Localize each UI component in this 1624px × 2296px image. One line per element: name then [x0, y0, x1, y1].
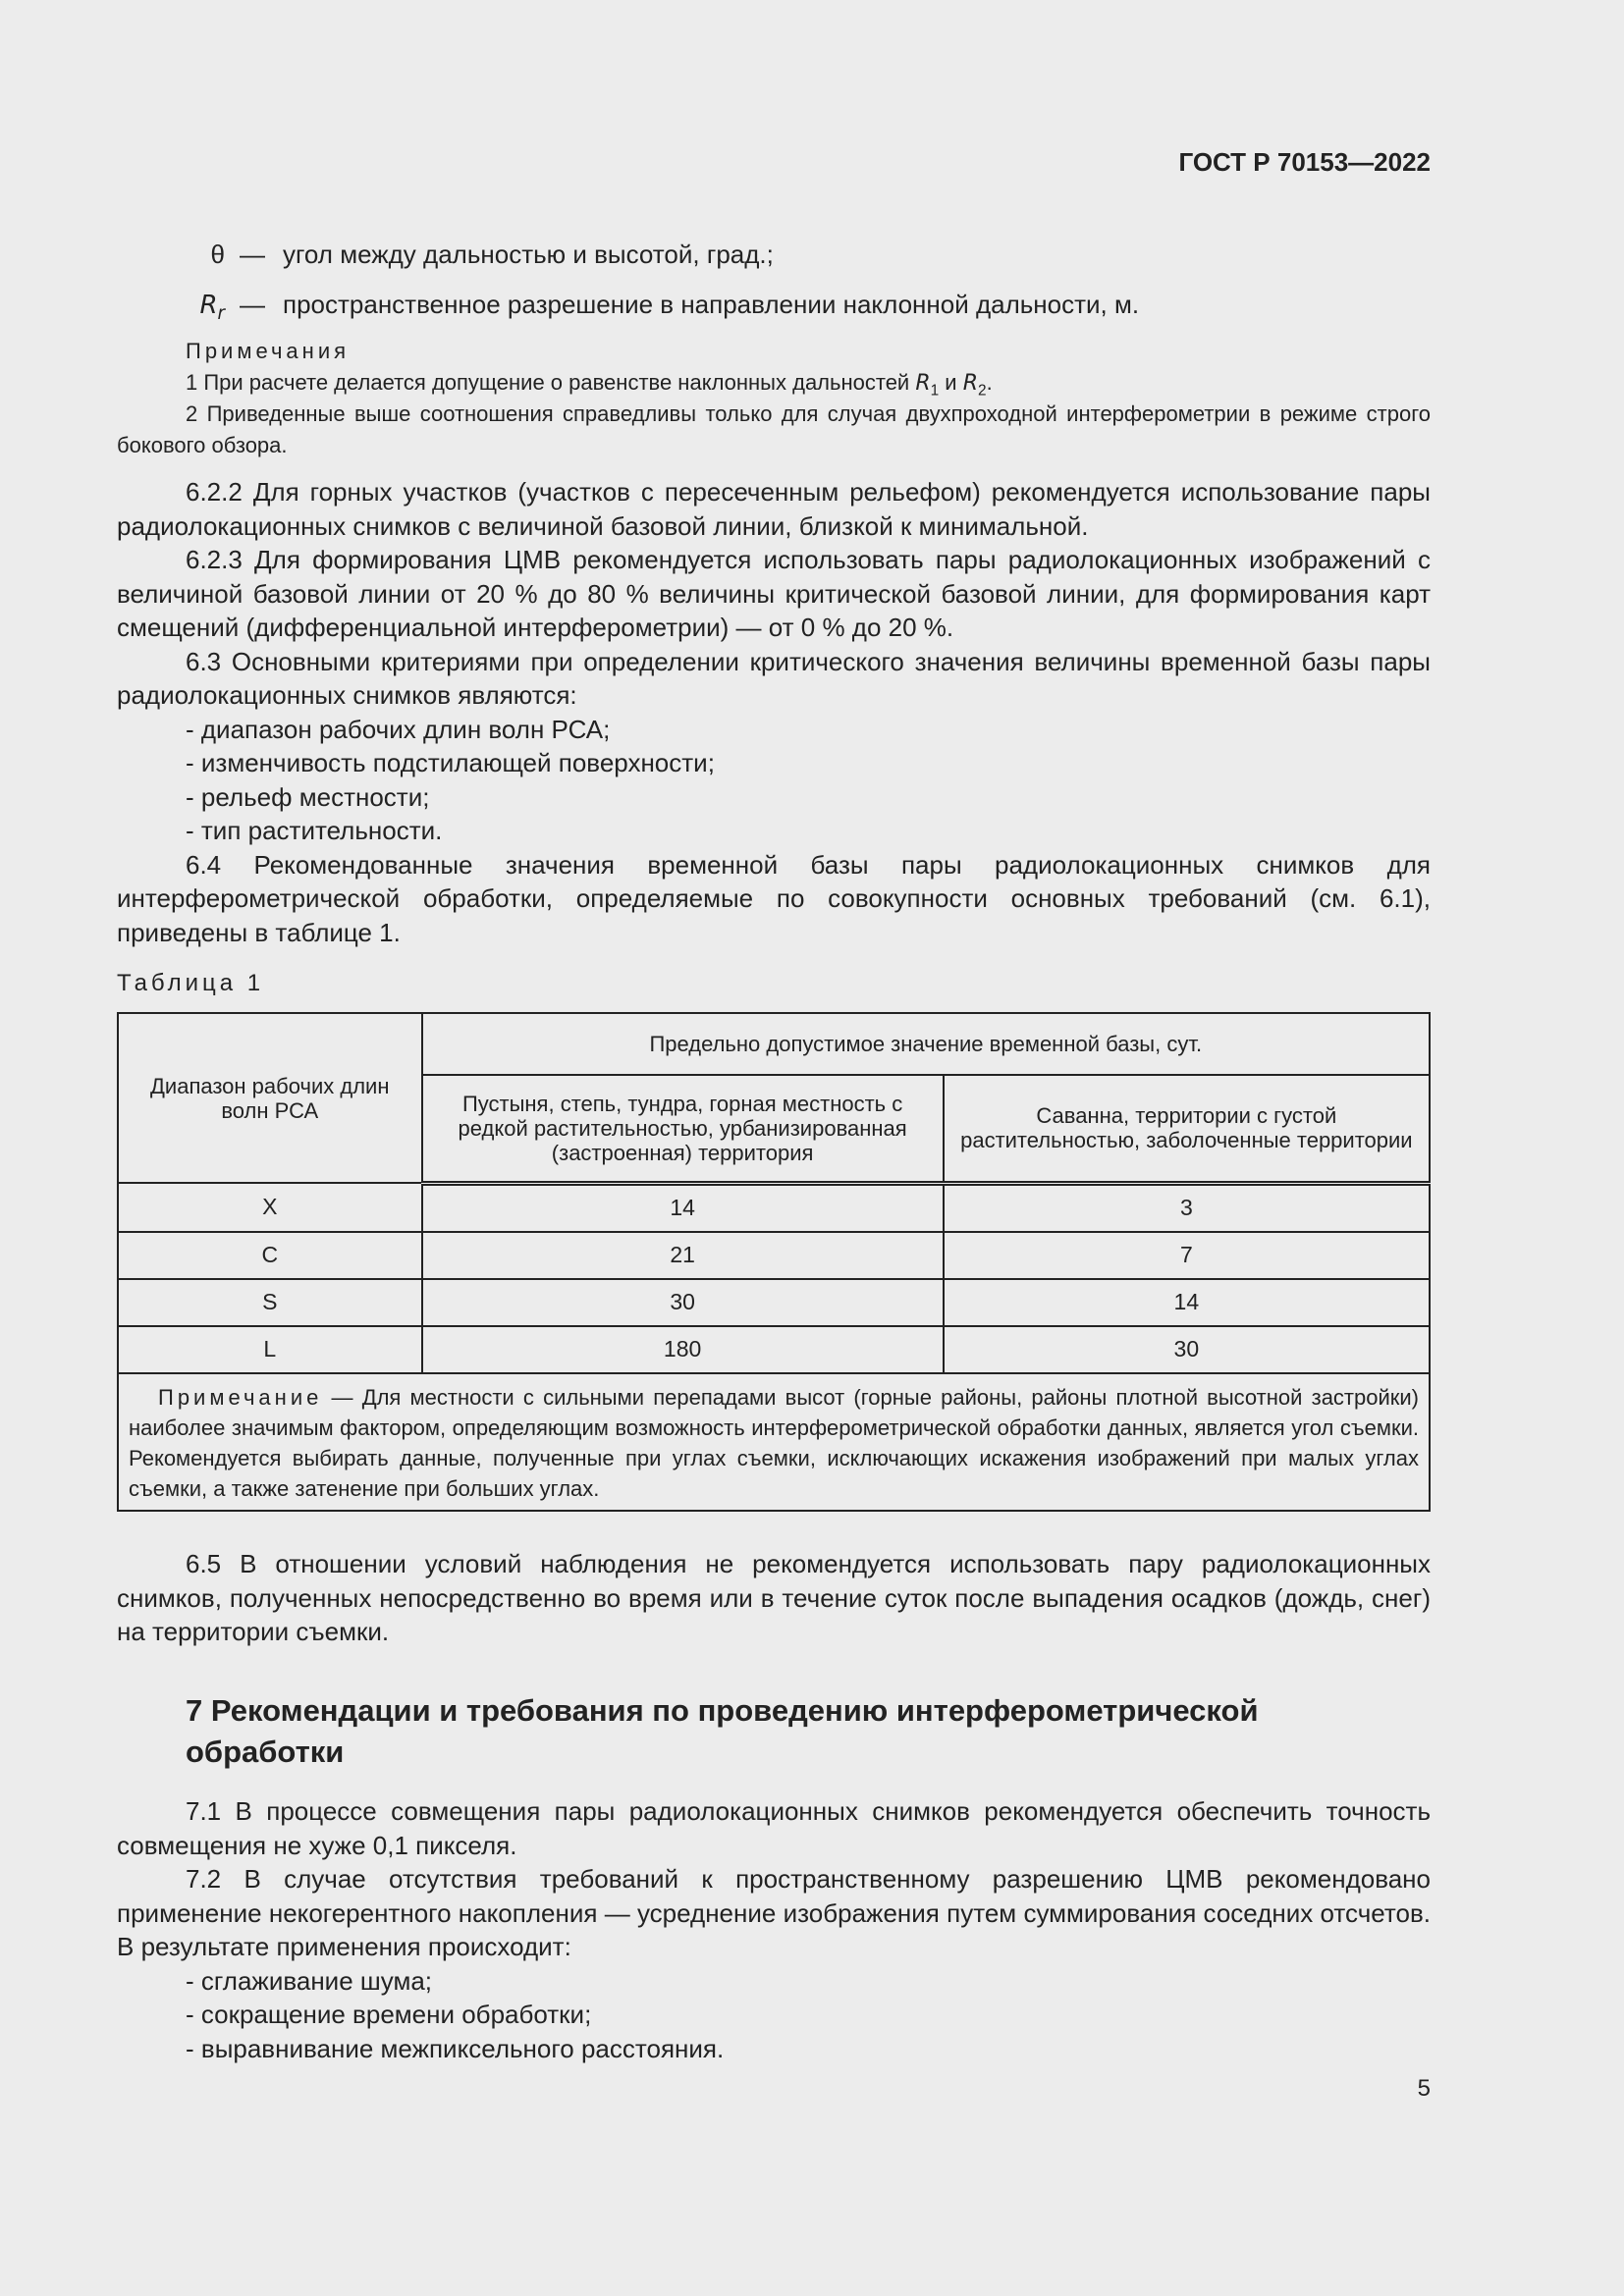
- notes-heading: Примечания: [186, 339, 351, 363]
- list-item: - тип растительности.: [186, 816, 443, 845]
- list-item: - рельеф местности;: [186, 781, 430, 812]
- note-1: 1 При расчете делается допущение о равенстве наклонных дальностей $R_1$ и $R_2$.: [186, 370, 993, 400]
- definition-text: пространственное разрешение в направлении наклонной дальности, м.: [283, 290, 1140, 319]
- col-header-dense: Саванна, территории с густой растительностью, заболоченные территории: [944, 1075, 1430, 1183]
- paragraph-7-2: 7.2 В случае отсутствия требований к пространственному разрешению ЦМВ рекомендовано применение некогерентного накопления — усреднение изображения путем суммирования соседних отсчетов. В результате применения происходит:: [117, 1864, 1431, 1961]
- body-block-2: [117, 1547, 1431, 1649]
- table-caption: Таблица 1: [117, 970, 265, 996]
- section-7-heading: 7 Рекомендации и требования по проведению интерферометрической обработки: [186, 1693, 1259, 1769]
- table-row: L 180 30: [118, 1326, 1430, 1373]
- paragraph-6-4: 6.4 Рекомендованные значения временной базы пары радиолокационных снимков для интерферометрической обработки, определяемые по совокупности основных требований (см. 6.1), приведены в таблице 1.: [117, 849, 1431, 947]
- col-header-band: Диапазон рабочих длин волн РСА: [118, 1013, 422, 1183]
- list-item: - диапазон рабочих длин волн РСА;: [186, 714, 611, 744]
- paragraph-6-2-3: 6.2.3 Для формирования ЦМВ рекомендуется использовать пары радиолокационных изображений с величиной базовой линии от 20 % до 80 % величины критической базовой линии, для формирования карт смещений (дифференциальной интерферометрии) — от 0 % до 20 %.: [117, 545, 1431, 642]
- symbol-theta: θ: [210, 240, 225, 269]
- table-row: S 30 14: [118, 1279, 1430, 1326]
- definition-text: угол между дальностью и высотой, град.;: [283, 240, 774, 269]
- table-row: C 21 7: [118, 1232, 1430, 1279]
- table-note: Примечание — Для местности с сильными перепадами высот (горные районы, районы плотной высотной застройки) наиболее значимым фактором, определяющим возможность интерферометрической обработки данных, является угол съемки. Рекомендуется выбирать данные, полученные при углах съемки, исключающих искажения изображений при малых углах съемки, а также затенение при больших углах.: [118, 1373, 1430, 1511]
- body-block-3: [117, 1794, 1431, 2065]
- table-row: X 14 3: [118, 1183, 1430, 1232]
- list-item: - изменчивость подстилающей поверхности;: [186, 748, 715, 777]
- paragraph-6-5: 6.5 В отношении условий наблюдения не рекомендуется использовать пару радиолокационных снимков, полученных непосредственно во время или в течение суток после выпадения осадков (дождь, снег) на территории съемки.: [117, 1549, 1431, 1646]
- note-2: 2 Приведенные выше соотношения справедливы только для случая двухпроходной интерферометрии в режиме строго бокового обзора.: [117, 401, 1431, 457]
- symbol-rr: $R_r$: [199, 291, 225, 325]
- body-block-1: [117, 475, 1431, 949]
- page-number: 5: [1417, 2075, 1431, 2102]
- list-item: - сокращение времени обработки;: [186, 2000, 592, 2029]
- list-item: - выравнивание межпиксельного расстояния.: [186, 2033, 725, 2063]
- table-1: [117, 1012, 1431, 1512]
- group-header: Предельно допустимое значение временной базы, сут.: [422, 1013, 1430, 1075]
- paragraph-7-1: 7.1 В процессе совмещения пары радиолокационных снимков рекомендуется обеспечить точность совмещения не хуже 0,1 пикселя.: [117, 1796, 1431, 1860]
- list-item: - сглаживание шума;: [186, 1965, 433, 1996]
- paragraph-6-3: 6.3 Основными критериями при определении критического значения величины временной базы пары радиолокационных снимков являются:: [117, 646, 1431, 710]
- col-header-open: Пустыня, степь, тундра, горная местность с редкой растительностью, урбанизированная (застроенная) территория: [422, 1075, 944, 1183]
- paragraph-6-2-2: 6.2.2 Для горных участков (участков с пересеченным рельефом) рекомендуется использование пары радиолокационных снимков с величиной базовой линии, близкой к минимальной.: [117, 477, 1431, 541]
- doc-header: ГОСТ Р 70153—2022: [1178, 147, 1431, 177]
